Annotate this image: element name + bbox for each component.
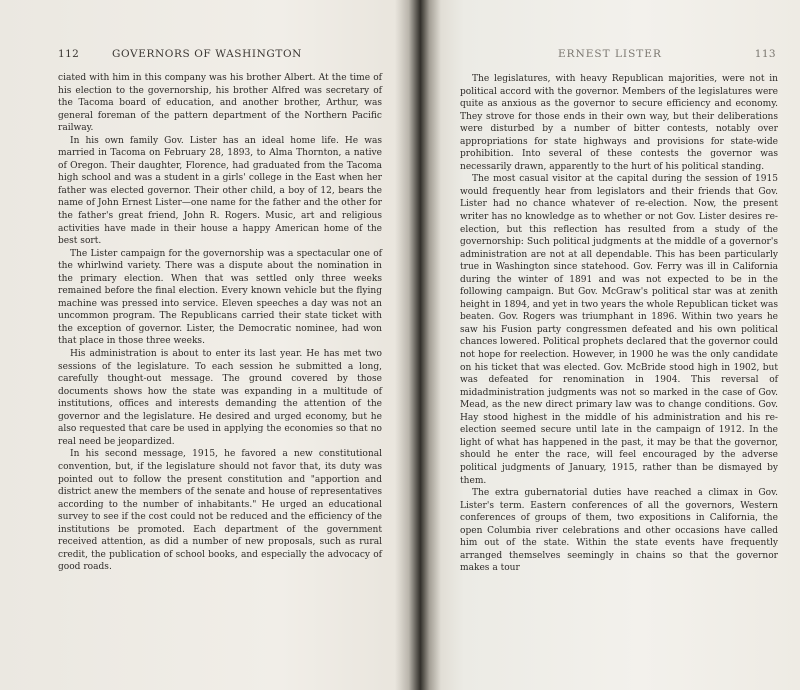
paragraph: His administration is about to enter its last year. He has met two sessions of the legislature. To each session he submitted a long, carefully thought-out message. The ground covered by those documents shows how the state was expanding in a multitude of institutions, offices and interests demanding the attention of the governor and the legislature. He desired and urged economy, but he also requested that care be used in applying the economies so that no real need be jeopardized. (58, 349, 382, 447)
paragraph: The extra gubernatorial duties have reached a climax in Gov. Lister's term. Eastern conferences of all the governors, Western conferences of groups of them, two expositions in California, the open Columbia river celebrations and other occasions have called him out of the state. Within the state events have frequently arranged themselves seemingly in chains so that the governor makes a tour (460, 488, 778, 574)
left-page-header (50, 48, 386, 62)
paragraph: The legislatures, with heavy Republican majorities, were not in political accord with the governor. Members of the legislatures were quite as anxious as the governor to secure efficiency and economy. They strove for those ends in their own way, but their deliberations were disturbed by a number of bitter contests, notably over appropriations for state highways and provisions for state-wide prohibition. Into several of these contests the governor was necessarily drawn, apparently to the hurt of his political standing. (460, 74, 778, 172)
paragraph: In his second message, 1915, he favored a new constitutional convention, but, if the legislature should not favor that, its duty was pointed out to follow the present constitution and "apportion and district anew the members of the senate and house of representatives according to the number of inhabitants." He urged an educational survey to see if the cost could not be reduced and the efficiency of the institutions be promoted. Each department of the government received attention, as did a number of new proposals, such as rural credit, the publication of school books, and especially the advocacy of good roads. (58, 449, 382, 573)
book-gutter (395, 0, 441, 690)
paragraph: The most casual visitor at the capital during the session of 1915 would frequently hear from legislators and their friends that Gov. Lister had no chance whatever of re-election. Now, the present writer has no knowledge as to whether or not Gov. Lister desires re-election, but this reflection has resulted from a study of the governorship: Such political judgments at the middle of a governor's administration are not at all dependable. This has been particularly true in Washington since statehood. Gov. Ferry was ill in California during the winter of 1891 and was not expected to be in the following campaign. But Gov. McGraw's political star was at zenith height in 1894, and yet in two years the whole Republican ticket was beaten. Gov. Rogers was triumphant in 1896. Within two years he saw his Fusion party congressmen defeated and his own political chances lowered. Political prophets declared that the governor could not hope for reelection. However, in 1900 he was the only candidate on his ticket that was elected. Gov. McBride stood high in 1902, but was defeated for renomination in 1904. This reversal of midadministration judgments was not so marked in the case of Gov. Mead, as the new direct primary law was to change conditions. Gov. Hay stood highest in the middle of his administration and his re-election seemed secure until late in the campaign of 1912. In the light of what has happened in the past, it may be that the governor, should he enter the race, will feel encouraged by the adverse political judgments of January, 1915, rather than be dismayed by them. (460, 174, 778, 486)
page-number: 113 (754, 48, 776, 60)
right-page-body (460, 73, 778, 690)
paragraph: In his own family Gov. Lister has an ideal home life. He was married in Tacoma on February 28, 1893, to Alma Thornton, a native of Oregon. Their daughter, Florence, had graduated from the Tacoma high school and was a student in a girls' college in the East when her father was elected governor. Their other child, a boy of 12, bears the name of John Ernest Lister—one name for the father and the other for the father's great friend, John R. Rogers. Music, art and religious activities have made in their house a happy American home of the best sort. (58, 135, 382, 247)
right-page-header (454, 48, 784, 62)
running-head: ERNEST LISTER (558, 48, 662, 60)
running-head: GOVERNORS OF WASHINGTON (112, 48, 302, 60)
page-number: 112 (58, 48, 80, 60)
paragraph: The Lister campaign for the governorship was a spectacular one of the whirlwind variety. There was a dispute about the nomination in the primary election. When that was settled only three weeks remained before the final election. Every known vehicle but the flying machine was pressed into service. Eleven speeches a day was not an uncommon program. The Republicans carried their state ticket with the exception of governor. Lister, the Democratic nominee, had won that place in those three weeks. (58, 248, 382, 347)
left-page (50, 0, 386, 690)
left-page-body (58, 72, 382, 690)
right-page (454, 0, 784, 690)
paragraph: ciated with him in this company was his brother Albert. At the time of his election to the governorship, his brother Alfred was secretary of the Tacoma board of education, and another brother, Arthur, was general foreman of the pattern department of the Northern Pacific railway. (58, 73, 382, 134)
